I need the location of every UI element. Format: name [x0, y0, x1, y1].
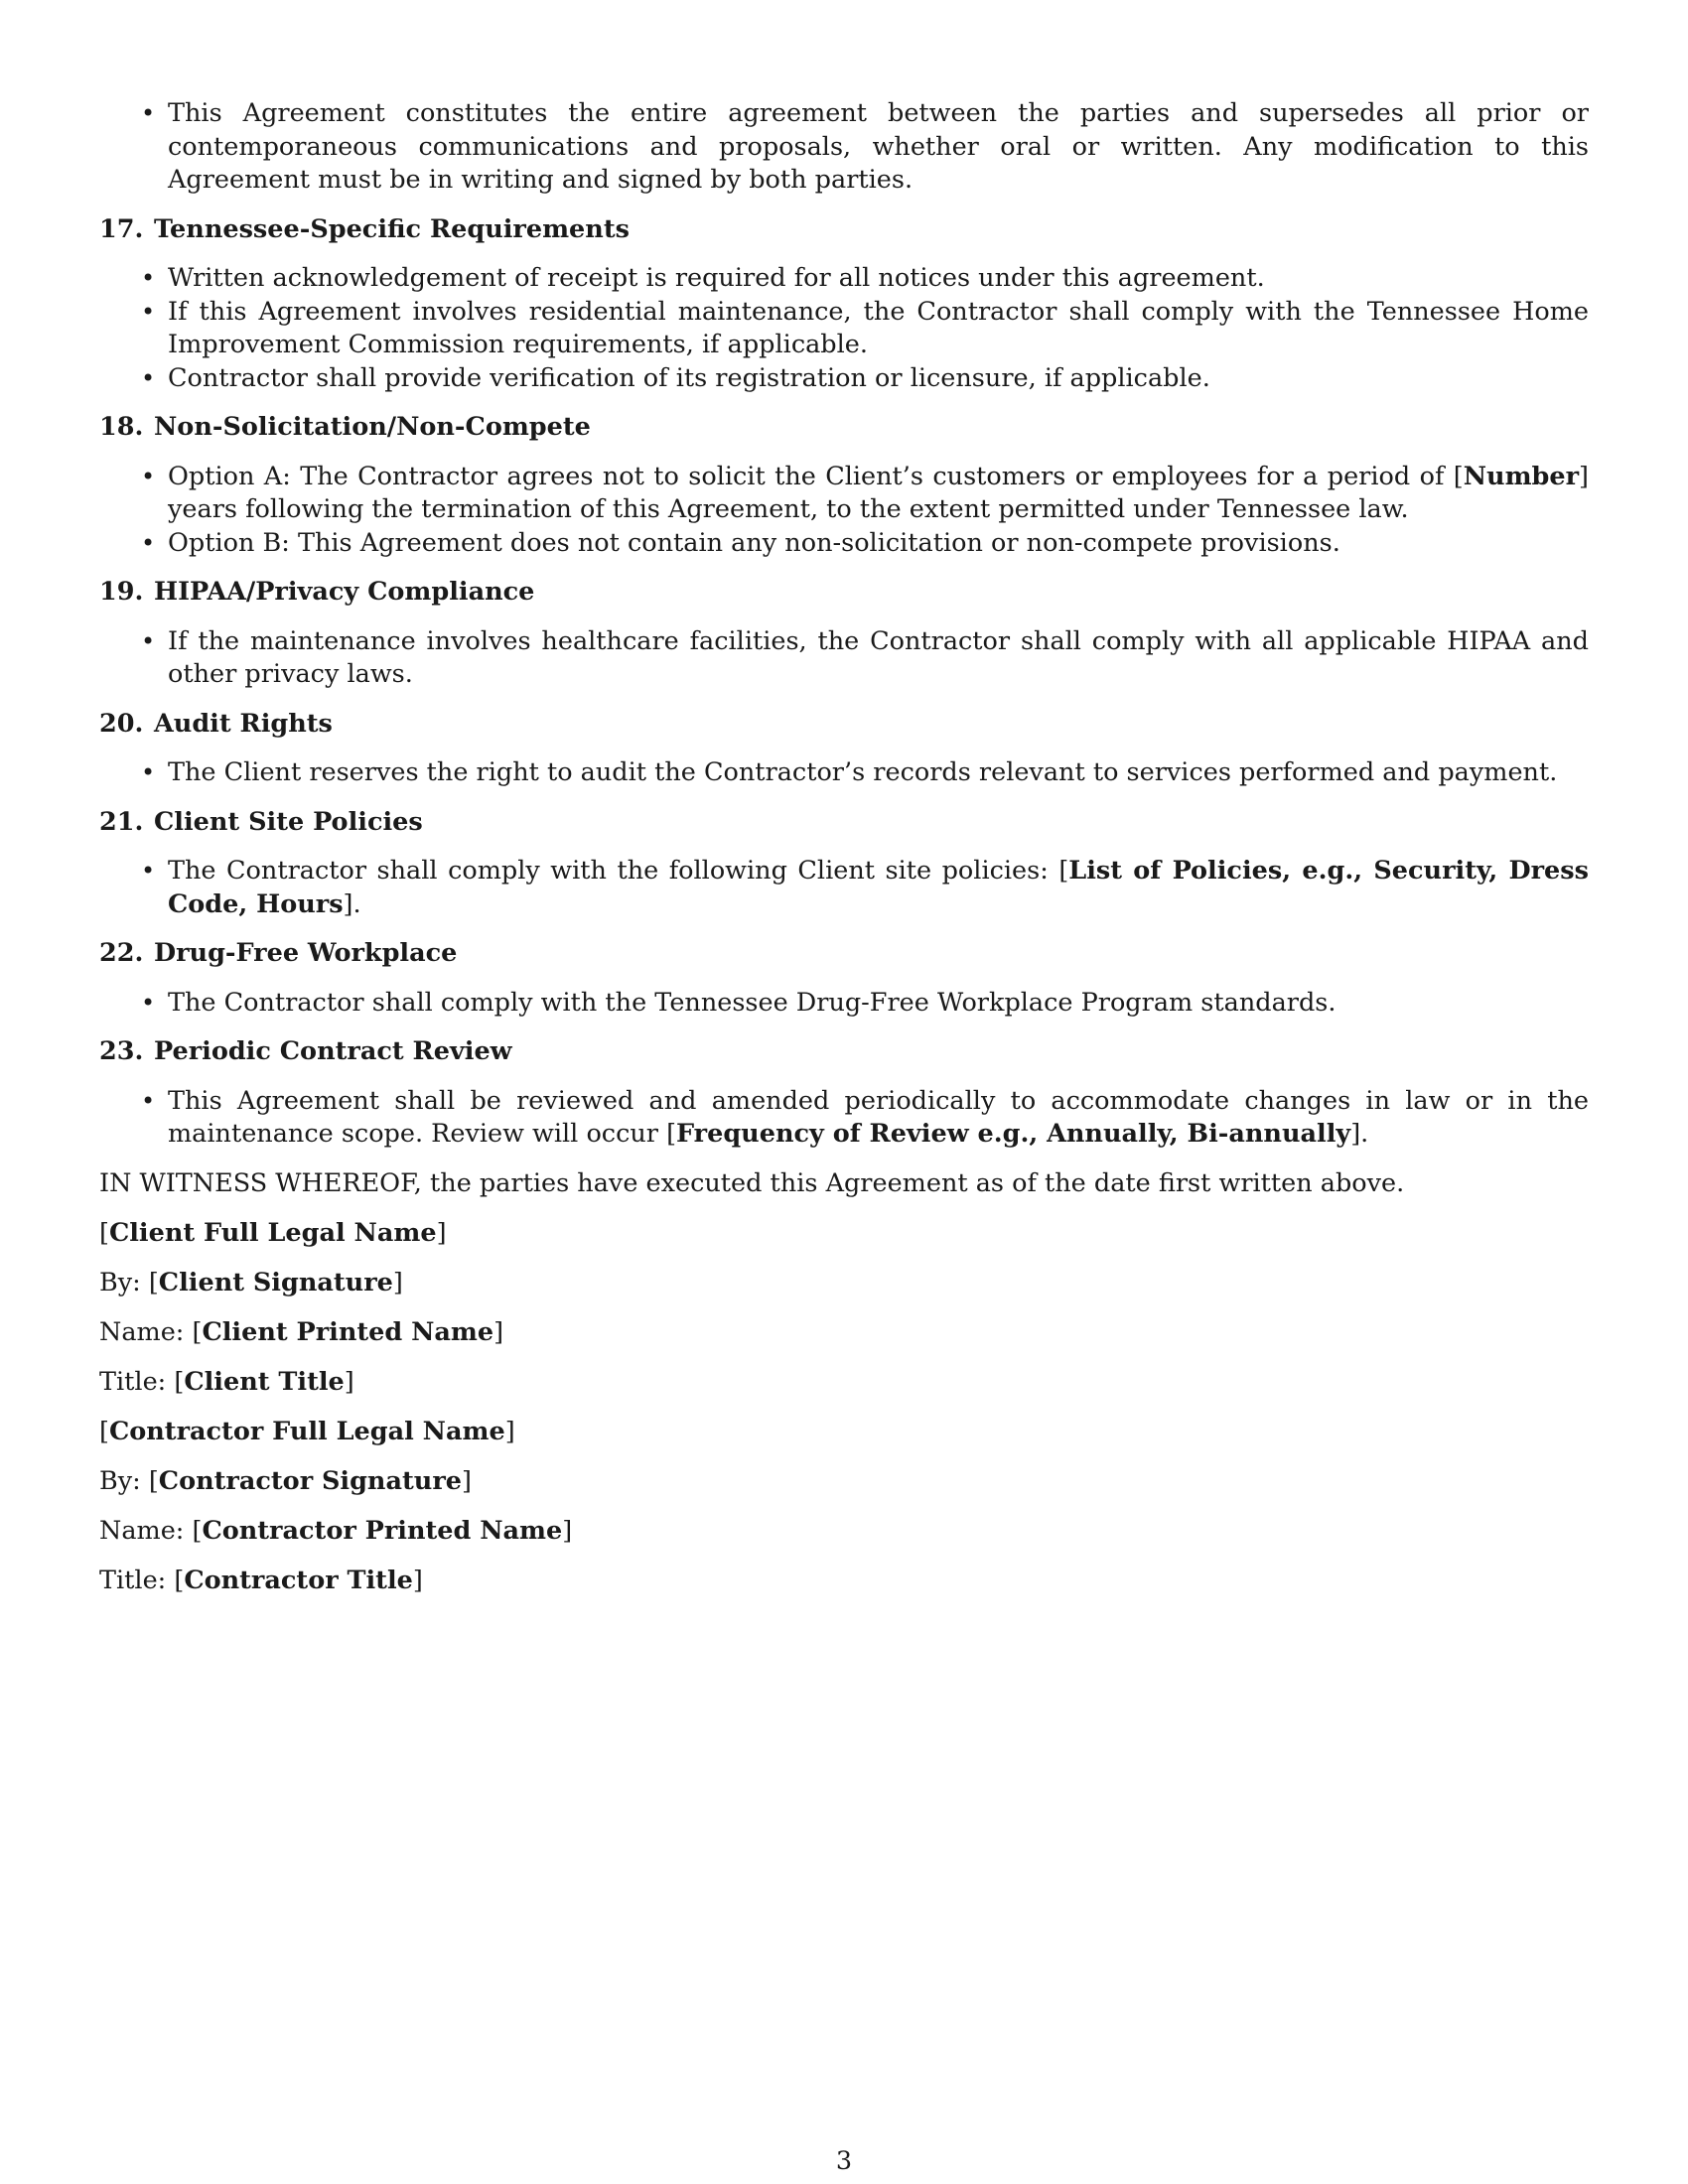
- bracket-close: ]: [493, 1316, 504, 1347]
- signature-placeholder: Contractor Full Legal Name: [108, 1416, 505, 1446]
- bracket-close: ]: [562, 1515, 573, 1546]
- bullet-text-after: ] years following the termination of this Agreement, to the extent permitted under Tennessee law.: [168, 461, 1589, 524]
- signature-line: [99, 1515, 1589, 1549]
- section-title: HIPAA/Privacy Compliance: [154, 577, 535, 607]
- signature-label: By:: [99, 1465, 149, 1496]
- bracket-close: ]: [436, 1217, 447, 1248]
- section-bullet-list: [99, 625, 1589, 692]
- signature-placeholder: Client Full Legal Name: [108, 1217, 437, 1248]
- section-title: Periodic Contract Review: [154, 1036, 512, 1066]
- bullet-text-after: ].: [343, 888, 361, 919]
- section-heading: [99, 411, 1589, 445]
- section-number: 20.: [99, 708, 144, 739]
- signature-block: [99, 1217, 1589, 1598]
- placeholder-field: Number: [1463, 461, 1580, 491]
- bullet-text-after: ].: [1350, 1119, 1369, 1149]
- bracket-close: ]: [412, 1565, 423, 1595]
- page-number: 3: [835, 2146, 853, 2176]
- bullet-item: • The Contractor shall comply with the Tennessee Drug-Free Workplace Program standards.: [99, 987, 1589, 1021]
- document-page: [99, 97, 1589, 1597]
- bullet-item: • If the maintenance involves healthcare facilities, the Contractor shall comply with all applicable HIPAA and other privacy laws.: [99, 625, 1589, 692]
- section-heading: [99, 1035, 1589, 1069]
- signature-label: Name:: [99, 1515, 193, 1546]
- bracket-close: ]: [504, 1416, 515, 1446]
- bracket-open: [: [174, 1366, 185, 1397]
- section-bullet-list: [99, 461, 1589, 561]
- bullet-item: • Contractor shall provide verification of its registration or licensure, if applicable.: [99, 362, 1589, 396]
- bullet-item: [99, 461, 1589, 527]
- bullet-item: • This Agreement constitutes the entire agreement between the parties and supersedes all prior or contemporaneous communications and proposals, whether oral or written. Any modification to this Agreement must be in writing and signed by both parties.: [99, 97, 1589, 198]
- section-bullet-list: [99, 262, 1589, 395]
- signature-line: [99, 1267, 1589, 1300]
- signature-label: Title:: [99, 1565, 175, 1595]
- section-bullet-list: [99, 756, 1589, 790]
- signature-label: By:: [99, 1267, 149, 1297]
- section-title: Non-Solicitation/Non-Compete: [154, 412, 591, 442]
- bullet-item: [99, 855, 1589, 921]
- section-title: Drug-Free Workplace: [154, 938, 458, 968]
- bracket-close: ]: [344, 1366, 354, 1397]
- sections-container: [99, 213, 1589, 1152]
- signature-placeholder: Client Title: [184, 1366, 345, 1397]
- signature-line: [99, 1217, 1589, 1251]
- bullet-text-before: The Contractor shall comply with the following Client site policies: [: [168, 856, 1069, 886]
- section-heading: [99, 213, 1589, 247]
- section-number: 21.: [99, 806, 144, 837]
- signature-placeholder: Contractor Signature: [158, 1465, 462, 1496]
- bracket-open: [: [148, 1465, 159, 1496]
- signature-label: Name:: [99, 1316, 193, 1347]
- bracket-open: [: [192, 1316, 203, 1347]
- section-number: 23.: [99, 1036, 144, 1066]
- bullet-item: • The Client reserves the right to audit the Contractor’s records relevant to services performed and payment.: [99, 756, 1589, 790]
- section-heading: [99, 708, 1589, 742]
- section-heading: [99, 806, 1589, 840]
- bracket-open: [: [192, 1515, 203, 1546]
- signature-placeholder: Contractor Printed Name: [202, 1515, 563, 1546]
- section-title: Audit Rights: [154, 708, 333, 739]
- intro-bullet-list: [99, 97, 1589, 198]
- witness-statement: IN WITNESS WHEREOF, the parties have executed this Agreement as of the date first written above.: [99, 1167, 1405, 1198]
- section-title: Tennessee-Specific Requirements: [154, 213, 630, 244]
- bracket-open: [: [174, 1565, 185, 1595]
- placeholder-field: Frequency of Review e.g., Annually, Bi-annually: [676, 1119, 1351, 1149]
- section-number: 17.: [99, 213, 144, 244]
- signature-line: [99, 1465, 1589, 1499]
- signature-line: [99, 1565, 1589, 1598]
- bracket-open: [: [148, 1267, 159, 1297]
- signature-placeholder: Client Printed Name: [202, 1316, 494, 1347]
- section-heading: [99, 576, 1589, 610]
- section-heading: [99, 937, 1589, 971]
- section-number: 22.: [99, 938, 144, 968]
- bracket-open: [: [99, 1416, 109, 1446]
- section-number: 18.: [99, 412, 144, 442]
- bracket-close: ]: [461, 1465, 472, 1496]
- bullet-item: [99, 1085, 1589, 1152]
- section-title: Client Site Policies: [154, 806, 423, 837]
- signature-placeholder: Client Signature: [158, 1267, 393, 1297]
- placeholder-field: List of Policies, e.g., Security, Dress Code, Hours: [168, 856, 1589, 919]
- signature-line: [99, 1416, 1589, 1449]
- signature-line: [99, 1366, 1589, 1400]
- bullet-text-before: This Agreement shall be reviewed and amended periodically to accommodate changes in law or in the maintenance scope. Review will occur [: [168, 1085, 1589, 1149]
- bracket-open: [: [99, 1217, 109, 1248]
- bullet-text-before: Option A: The Contractor agrees not to solicit the Client’s customers or employees for a period of [: [168, 461, 1464, 491]
- signature-placeholder: Contractor Title: [184, 1565, 413, 1595]
- bracket-close: ]: [392, 1267, 403, 1297]
- bullet-item: • Written acknowledgement of receipt is required for all notices under this agreement.: [99, 262, 1589, 296]
- section-bullet-list: [99, 1085, 1589, 1152]
- signature-line: [99, 1316, 1589, 1350]
- section-bullet-list: [99, 855, 1589, 921]
- bullet-item: • Option B: This Agreement does not contain any non-solicitation or non-compete provisions.: [99, 527, 1589, 561]
- signature-label: Title:: [99, 1366, 175, 1397]
- section-bullet-list: [99, 987, 1589, 1021]
- bullet-item: • If this Agreement involves residential maintenance, the Contractor shall comply with the Tennessee Home Improvement Commission requirements, if applicable.: [99, 296, 1589, 362]
- section-number: 19.: [99, 577, 144, 607]
